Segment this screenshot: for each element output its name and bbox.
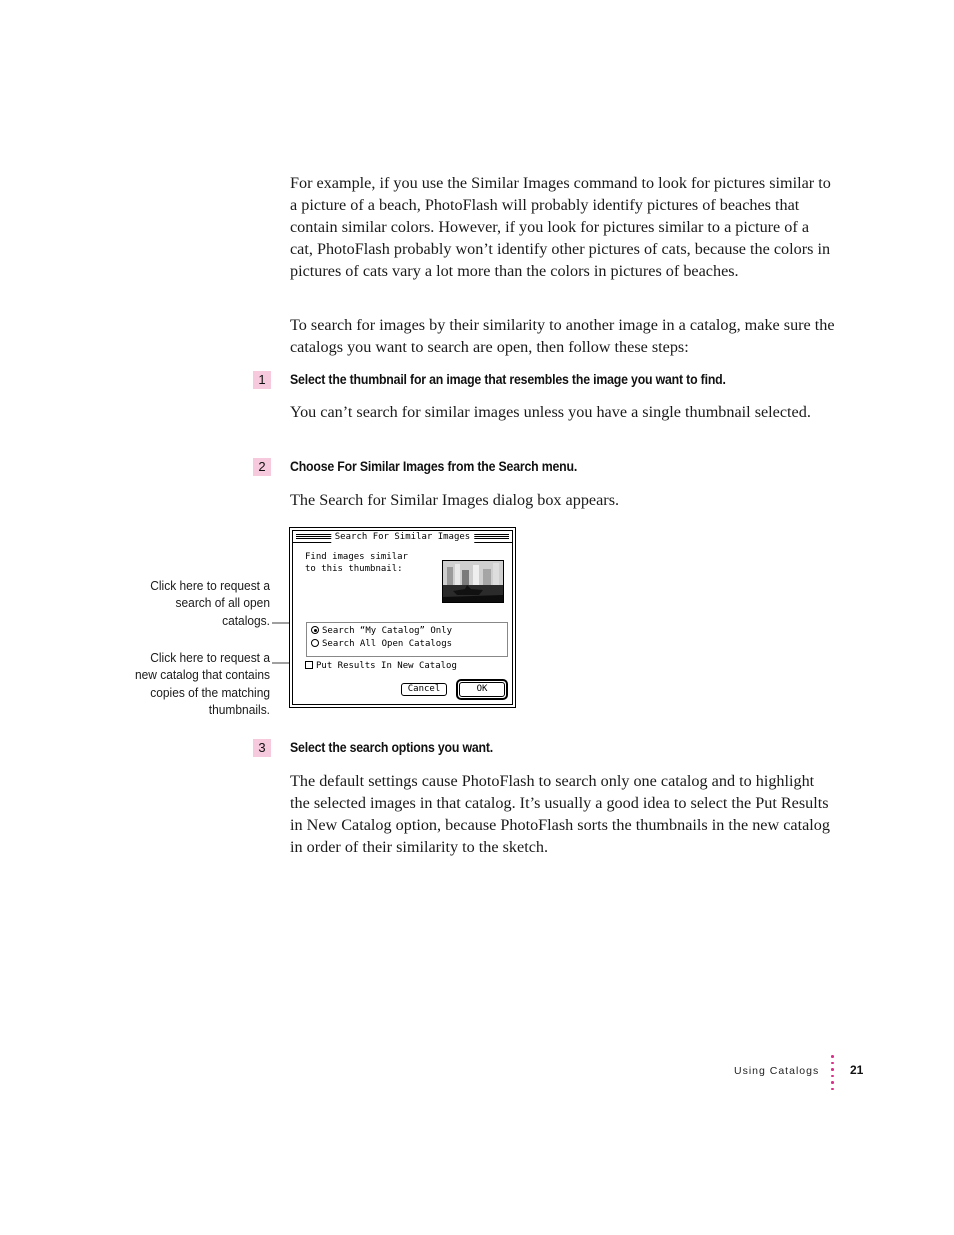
checkbox-new-catalog-label: Put Results In New Catalog (316, 661, 457, 671)
step-2-note: The Search for Similar Images dialog box appears. (290, 491, 620, 509)
callout-new-catalog: Click here to request a new catalog that contains copies of the matching thumbnails. (134, 650, 270, 717)
radio-search-all-catalogs[interactable] (311, 638, 452, 650)
steps-intro-paragraph: To search for images by their similarity to another image in a catalog, make sure the catalogs you want to search are open, then follow these steps: (290, 316, 835, 356)
dialog-prompt-line1: Find images similar (305, 552, 408, 562)
checkbox-put-results-new-catalog[interactable] (305, 660, 457, 672)
step-3-number: 3 (253, 739, 271, 757)
ok-button[interactable]: OK (459, 682, 505, 697)
radio-selected-indicator[interactable] (311, 626, 319, 634)
radio-all-catalogs-label: Search All Open Catalogs (322, 639, 453, 649)
selected-thumbnail-image (442, 560, 504, 603)
radio-search-my-catalog[interactable] (311, 625, 452, 637)
thumbnail-scene-icon (443, 561, 503, 602)
search-similar-images-dialog (289, 527, 516, 708)
step-1-text: Select the thumbnail for an image that resembles the image you want to find. (290, 372, 726, 387)
page-number: 21 (850, 1063, 864, 1077)
cancel-button[interactable]: Cancel (401, 683, 447, 696)
dialog-titlebar[interactable] (293, 531, 512, 543)
footer-dot-divider (831, 1055, 834, 1094)
step-1-note: You can’t search for similar images unless you have a single thumbnail selected. (290, 403, 811, 421)
radio-unselected-indicator[interactable] (311, 639, 319, 647)
intro-paragraph: For example, if you use the Similar Images command to look for pictures similar to a picture of a beach, PhotoFlash will probably identify pictures of beaches that contain similar colors. However, if you look for pictures similar to a picture of a cat, PhotoFlash probably won’t identify other pictures of cats, because the colors in pictures of cats vary a lot more than the colors in pictures of beaches. (290, 174, 831, 280)
step-3-note: The default settings cause PhotoFlash to search only one catalog and to highlight the selected images in that catalog. It’s usually a good idea to select the Put Results in New Catalog option, because PhotoFlash sorts the thumbnails in the new catalog in order of their similarity to the sketch. (290, 772, 830, 856)
step-2-text: Choose For Similar Images from the Search menu. (290, 459, 578, 474)
dialog-title: Search For Similar Images (331, 531, 474, 543)
radio-my-catalog-label: Search “My Catalog” Only (322, 626, 453, 636)
step-2-number: 2 (253, 458, 271, 476)
footer-section-title: Using Catalogs (734, 1065, 820, 1077)
dialog-prompt-line2: to this thumbnail: (305, 564, 403, 574)
dialog-frame (292, 530, 513, 705)
step-1-number: 1 (253, 371, 271, 389)
step-3-text: Select the search options you want. (290, 740, 494, 755)
callout-all-catalogs: Click here to request a search of all open catalogs. (150, 578, 270, 628)
checkbox-box[interactable] (305, 661, 313, 669)
